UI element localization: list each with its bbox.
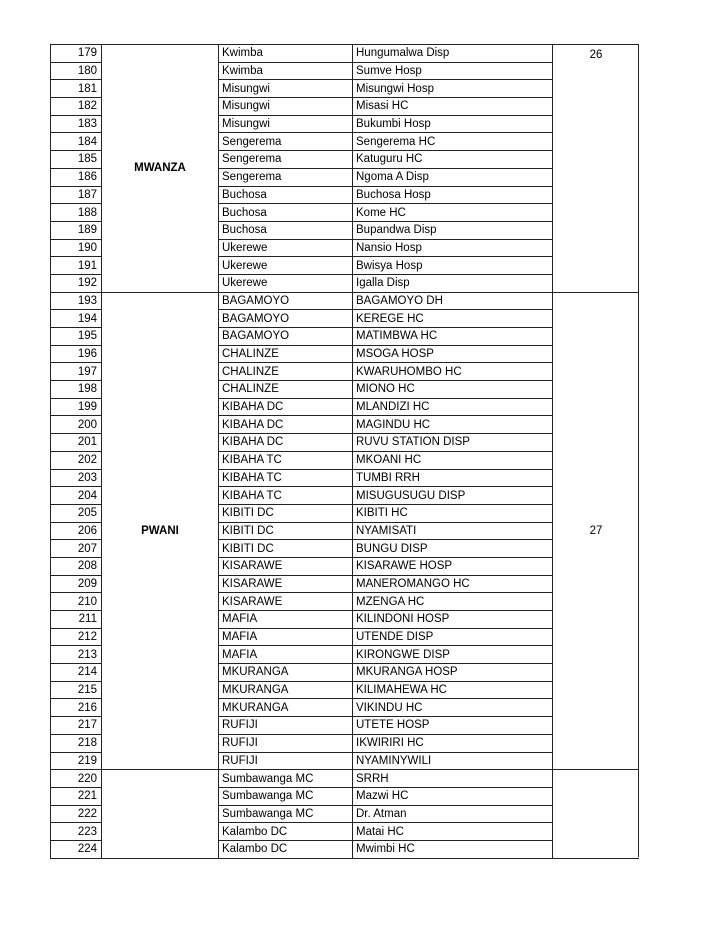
district-cell: KIBITI DC	[219, 540, 353, 558]
facility-cell: Hungumalwa Disp	[353, 45, 553, 63]
row-number-cell: 179	[51, 45, 102, 63]
facility-cell: MZENGA HC	[353, 593, 553, 611]
group-number-cell	[553, 770, 640, 858]
row-number-cell: 194	[51, 310, 102, 328]
district-cell: Buchosa	[219, 204, 353, 222]
district-cell: MKURANGA	[219, 664, 353, 682]
row-number-cell: 206	[51, 522, 102, 540]
district-cell: MAFIA	[219, 646, 353, 664]
row-number-cell: 224	[51, 840, 102, 858]
row-number-cell: 214	[51, 664, 102, 682]
facility-cell: BUNGU DISP	[353, 540, 553, 558]
district-cell: Ukerewe	[219, 239, 353, 257]
district-cell: Sumbawanga MC	[219, 770, 353, 788]
row-number-cell: 207	[51, 540, 102, 558]
row-number-cell: 192	[51, 274, 102, 292]
facility-cell: Sengerema HC	[353, 133, 553, 151]
facility-cell: Buchosa Hosp	[353, 186, 553, 204]
district-cell: RUFIJI	[219, 752, 353, 770]
facility-cell: MAGINDU HC	[353, 416, 553, 434]
facility-cell: MATIMBWA HC	[353, 328, 553, 346]
group-number-cell: 27	[553, 292, 640, 770]
row-number-cell: 220	[51, 770, 102, 788]
row-number-cell: 201	[51, 434, 102, 452]
district-cell: Sengerema	[219, 168, 353, 186]
facility-cell: Bwisya Hosp	[353, 257, 553, 275]
region-cell	[102, 770, 219, 858]
row-number-cell: 215	[51, 681, 102, 699]
district-cell: Ukerewe	[219, 274, 353, 292]
row-number-cell: 223	[51, 823, 102, 841]
district-cell: MAFIA	[219, 611, 353, 629]
district-cell: KIBAHA TC	[219, 487, 353, 505]
district-cell: KISARAWE	[219, 575, 353, 593]
district-cell: BAGAMOYO	[219, 292, 353, 310]
facility-cell: MSOGA HOSP	[353, 345, 553, 363]
district-cell: MAFIA	[219, 628, 353, 646]
district-cell: RUFIJI	[219, 734, 353, 752]
row-number-cell: 211	[51, 611, 102, 629]
row-number-cell: 195	[51, 328, 102, 346]
facility-cell: KWARUHOMBO HC	[353, 363, 553, 381]
facility-cell: Igalla Disp	[353, 274, 553, 292]
row-number-cell: 183	[51, 115, 102, 133]
row-number-cell: 221	[51, 787, 102, 805]
table-row	[51, 770, 640, 788]
district-cell: KIBAHA TC	[219, 451, 353, 469]
row-number-cell: 193	[51, 292, 102, 310]
district-cell: Misungwi	[219, 115, 353, 133]
district-cell: CHALINZE	[219, 381, 353, 399]
district-cell: KIBITI DC	[219, 522, 353, 540]
district-cell: CHALINZE	[219, 345, 353, 363]
district-cell: Sumbawanga MC	[219, 805, 353, 823]
row-number-cell: 186	[51, 168, 102, 186]
district-cell: Kwimba	[219, 62, 353, 80]
row-number-cell: 209	[51, 575, 102, 593]
facility-cell: Katuguru HC	[353, 151, 553, 169]
facility-cell: UTETE HOSP	[353, 717, 553, 735]
row-number-cell: 222	[51, 805, 102, 823]
region-cell: MWANZA	[102, 45, 219, 293]
row-number-cell: 216	[51, 699, 102, 717]
facility-cell: KIRONGWE DISP	[353, 646, 553, 664]
row-number-cell: 180	[51, 62, 102, 80]
table-row	[51, 45, 640, 63]
row-number-cell: 217	[51, 717, 102, 735]
district-cell: RUFIJI	[219, 717, 353, 735]
facility-cell: BAGAMOYO DH	[353, 292, 553, 310]
row-number-cell: 218	[51, 734, 102, 752]
district-cell: MKURANGA	[219, 699, 353, 717]
facility-table-body	[51, 45, 640, 859]
facility-cell: Bukumbi Hosp	[353, 115, 553, 133]
facility-cell: Sumve Hosp	[353, 62, 553, 80]
region-cell: PWANI	[102, 292, 219, 770]
row-number-cell: 190	[51, 239, 102, 257]
district-cell: KIBITI DC	[219, 504, 353, 522]
facility-cell: MKURANGA HOSP	[353, 664, 553, 682]
row-number-cell: 182	[51, 98, 102, 116]
group-number-cell: 26	[553, 45, 640, 293]
row-number-cell: 187	[51, 186, 102, 204]
district-cell: KIBAHA DC	[219, 434, 353, 452]
facility-cell: UTENDE DISP	[353, 628, 553, 646]
row-number-cell: 181	[51, 80, 102, 98]
row-number-cell: 210	[51, 593, 102, 611]
district-cell: Buchosa	[219, 221, 353, 239]
row-number-cell: 219	[51, 752, 102, 770]
row-number-cell: 200	[51, 416, 102, 434]
district-cell: Sengerema	[219, 133, 353, 151]
facility-cell: Nansio Hosp	[353, 239, 553, 257]
district-cell: KIBAHA DC	[219, 398, 353, 416]
row-number-cell: 191	[51, 257, 102, 275]
district-cell: Misungwi	[219, 98, 353, 116]
table-row	[51, 292, 640, 310]
facility-cell: NYAMINYWILI	[353, 752, 553, 770]
row-number-cell: 196	[51, 345, 102, 363]
district-cell: MKURANGA	[219, 681, 353, 699]
district-cell: Kalambo DC	[219, 823, 353, 841]
district-cell: KISARAWE	[219, 593, 353, 611]
row-number-cell: 199	[51, 398, 102, 416]
district-cell: Kwimba	[219, 45, 353, 63]
facility-cell: Dr. Atman	[353, 805, 553, 823]
facility-cell: KEREGE HC	[353, 310, 553, 328]
facility-cell: Mazwi HC	[353, 787, 553, 805]
facility-cell: KISARAWE HOSP	[353, 557, 553, 575]
district-cell: Sengerema	[219, 151, 353, 169]
row-number-cell: 184	[51, 133, 102, 151]
district-cell: KIBAHA TC	[219, 469, 353, 487]
facility-cell: Misungwi Hosp	[353, 80, 553, 98]
row-number-cell: 205	[51, 504, 102, 522]
row-number-cell: 213	[51, 646, 102, 664]
district-cell: Sumbawanga MC	[219, 787, 353, 805]
row-number-cell: 212	[51, 628, 102, 646]
district-cell: Misungwi	[219, 80, 353, 98]
row-number-cell: 188	[51, 204, 102, 222]
facility-cell: RUVU STATION DISP	[353, 434, 553, 452]
facility-cell: KIBITI HC	[353, 504, 553, 522]
facility-cell: Mwimbi HC	[353, 840, 553, 858]
facility-table	[50, 44, 639, 859]
facility-cell: VIKINDU HC	[353, 699, 553, 717]
facility-cell: Kome HC	[353, 204, 553, 222]
district-cell: Kalambo DC	[219, 840, 353, 858]
right-border-line	[638, 44, 639, 857]
row-number-cell: 197	[51, 363, 102, 381]
facility-cell: NYAMISATI	[353, 522, 553, 540]
row-number-cell: 208	[51, 557, 102, 575]
facility-cell: Ngoma A Disp	[353, 168, 553, 186]
row-number-cell: 189	[51, 221, 102, 239]
facility-cell: MISUGUSUGU DISP	[353, 487, 553, 505]
facility-cell: Misasi HC	[353, 98, 553, 116]
facility-cell: Bupandwa Disp	[353, 221, 553, 239]
district-cell: CHALINZE	[219, 363, 353, 381]
facility-cell: Matai HC	[353, 823, 553, 841]
facility-cell: TUMBI RRH	[353, 469, 553, 487]
facility-cell: MLANDIZI HC	[353, 398, 553, 416]
row-number-cell: 185	[51, 151, 102, 169]
facility-cell: MKOANI HC	[353, 451, 553, 469]
district-cell: KIBAHA DC	[219, 416, 353, 434]
row-number-cell: 202	[51, 451, 102, 469]
facility-cell: IKWIRIRI HC	[353, 734, 553, 752]
district-cell: Ukerewe	[219, 257, 353, 275]
district-cell: Buchosa	[219, 186, 353, 204]
row-number-cell: 198	[51, 381, 102, 399]
district-cell: BAGAMOYO	[219, 310, 353, 328]
row-number-cell: 204	[51, 487, 102, 505]
district-cell: BAGAMOYO	[219, 328, 353, 346]
facility-cell: KILINDONI HOSP	[353, 611, 553, 629]
district-cell: KISARAWE	[219, 557, 353, 575]
facility-cell: KILIMAHEWA HC	[353, 681, 553, 699]
facility-cell: SRRH	[353, 770, 553, 788]
facility-cell: MIONO HC	[353, 381, 553, 399]
row-number-cell: 203	[51, 469, 102, 487]
facility-cell: MANEROMANGO HC	[353, 575, 553, 593]
